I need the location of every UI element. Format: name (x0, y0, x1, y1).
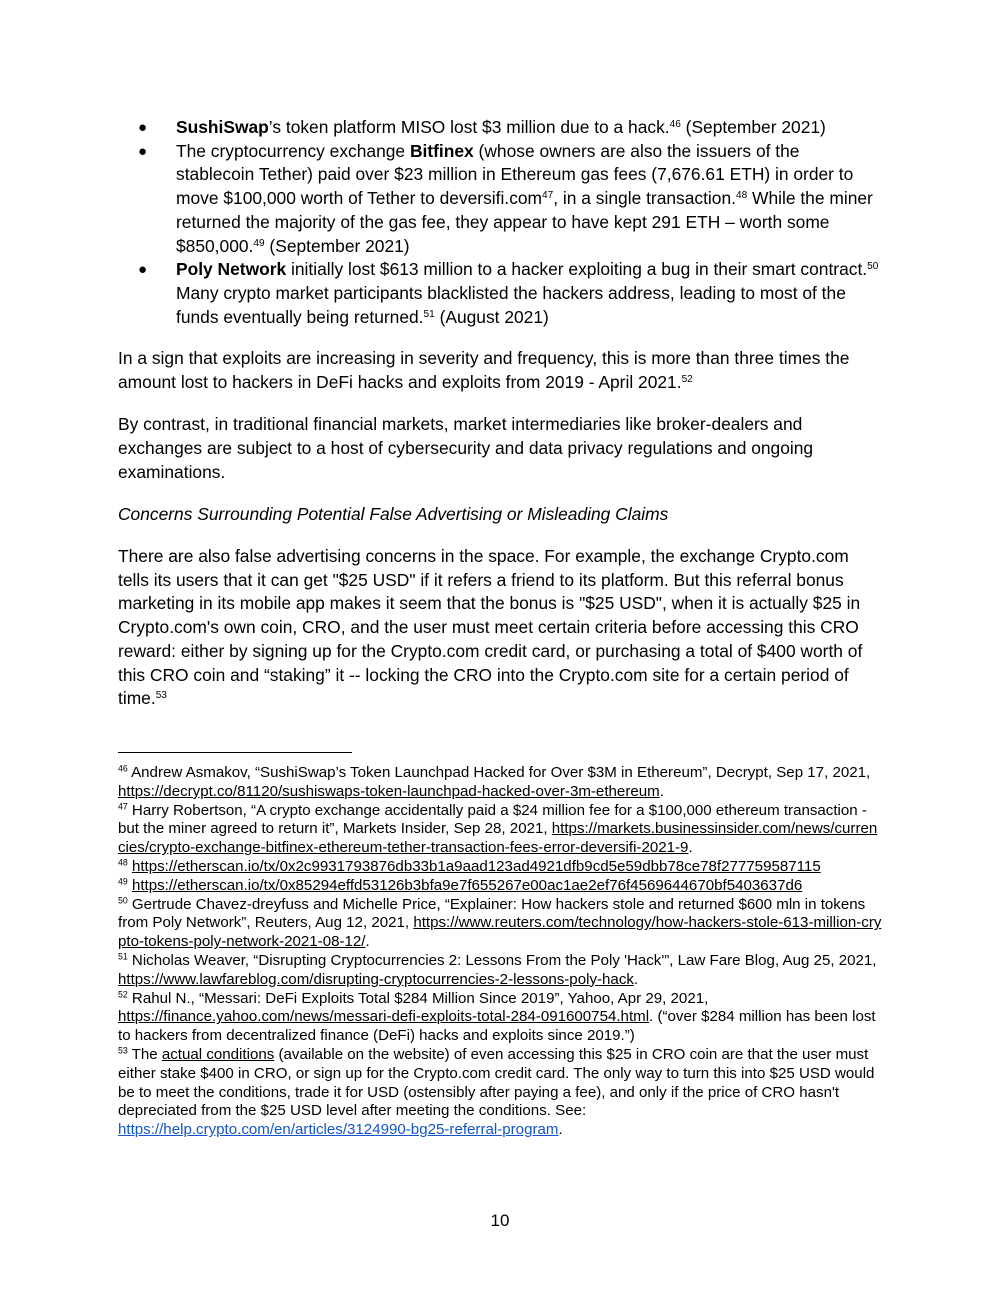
footnote (118, 896, 882, 952)
footnote (118, 858, 882, 877)
footnote-separator (118, 752, 352, 753)
bold-term: SushiSwap (176, 117, 269, 137)
text-run: (whose owners are also the issuers of the stablecoin Tether) paid over $23 million in Ethereum gas fees (7,676.61 ETH) in order to move $100,000 worth of Tether to deversifi.com (176, 140, 854, 209)
citation-link[interactable]: https://www.lawfareblog.com/disrupting-cryptocurrencies-2-lessons-poly-hack (118, 970, 634, 988)
footnote (118, 802, 882, 858)
citation-link[interactable]: https://www.reuters.com/technology/how-hackers-stole-613-million-crypto-tokens-poly-network-2021-08-12/ (118, 914, 882, 951)
text-run: . (558, 1121, 563, 1139)
text-run: . (365, 933, 370, 951)
paragraph (118, 413, 882, 484)
footnote-ref: 49 (118, 876, 128, 887)
paragraph (118, 503, 882, 527)
text-run: (August 2021) (434, 306, 549, 327)
footnote-ref: 51 (423, 308, 435, 320)
body-paragraphs (118, 347, 882, 711)
text-run: initially lost $613 million to a hacker exploiting a bug in their smart contract. (286, 259, 868, 280)
text-run: Gertrude Chavez-dreyfuss and Michelle Price, “Explainer: How hackers stole and returned $600 mln in tokens from Poly Network”, Reuters, Aug 12, 2021, (118, 895, 866, 932)
hack-incident-list (118, 116, 882, 329)
citation-link[interactable]: https://help.crypto.com/en/articles/3124990-bg25-referral-program (118, 1121, 559, 1139)
text-run: There are also false advertising concerns in the space. For example, the exchange Crypto.com tells its users that it can get "$25 USD" if it refers a friend to its platform. But this referral bonus marketing in its mobile app makes it seem that the bonus is "$25 USD", when it is actually $25 in Crypto.com's own coin, CRO, and the user must meet certain criteria before accessing this CRO reward: either by signing up for the Crypto.com credit card, or purchasing a total of $400 worth of this CRO coin and “staking” it -- locking the CRO into the Crypto.com site for a certain period of time. (118, 546, 863, 709)
footnote (118, 1046, 882, 1140)
citation-link[interactable]: https://etherscan.io/tx/0x2c9931793876db33b1a9aad123ad4921dfb9cd5e59dbb78ce78f277759587115 (131, 857, 821, 875)
document-body (118, 116, 882, 729)
text-run: The (127, 1045, 162, 1063)
bold-term: Poly Network (176, 259, 287, 280)
text-run: (September 2021) (680, 117, 826, 137)
text-run: Nicholas Weaver, “Disrupting Cryptocurrencies 2: Lessons From the Poly 'Hack'”, Law Fare Blog, Aug 25, 2021, (127, 951, 877, 969)
list-item (176, 258, 882, 329)
text-run: Many crypto market participants blacklisted the hackers address, leading to most of the funds eventually being returned. (176, 282, 846, 327)
list-item (176, 140, 882, 259)
paragraph (118, 545, 882, 711)
text-run: ’s token platform MISO lost $3 million due to a hack. (268, 117, 670, 137)
bold-term: Bitfinex (409, 140, 474, 161)
section-heading: Concerns Surrounding Potential False Advertising or Misleading Claims (118, 503, 669, 524)
footnotes (118, 764, 882, 1140)
list-item (176, 116, 882, 140)
footnote (118, 990, 882, 1046)
footnote-ref: 53 (118, 1045, 128, 1056)
citation-link[interactable]: https://finance.yahoo.com/news/messari-defi-exploits-total-284-091600754.html (118, 1008, 650, 1026)
text-run: . (688, 839, 693, 857)
text-run: . (“over $284 million has been lost to hackers from decentralized finance (DeFi) hacks and exploits since 2019.”) (118, 1008, 876, 1045)
paragraph (118, 347, 882, 394)
footnote (118, 877, 882, 896)
text-run: . (659, 782, 664, 800)
footnote-ref: 46 (118, 763, 128, 774)
footnote-ref: 52 (681, 373, 693, 385)
footnote-ref: 48 (735, 189, 748, 201)
text-run: In a sign that exploits are increasing in severity and frequency, this is more than three times the amount lost to hackers in DeFi hacks and exploits from 2019 - April 2021. (118, 348, 850, 393)
footnote (118, 764, 882, 802)
text-run: Andrew Asmakov, “SushiSwap’s Token Launchpad Hacked for Over $3M in Ethereum”, Decrypt, Sep 17, 2021, (127, 764, 871, 781)
footnote-ref: 48 (118, 857, 128, 868)
citation-link[interactable]: https://etherscan.io/tx/0x85294effd53126b3bfa9e7f655267e00ac1ae2ef76f4569644670bf5403637d6 (131, 876, 803, 894)
citation-link[interactable]: https://markets.businessinsider.com/news/currencies/crypto-exchange-bitfinex-ethereum-tether-transaction-fees-error-deversifi-2021-9 (118, 820, 878, 857)
footnote-ref: 53 (155, 690, 167, 702)
page-number: 10 (490, 1211, 510, 1230)
citation-link[interactable]: actual conditions (161, 1045, 275, 1063)
footnote-ref: 47 (118, 801, 128, 812)
text-run: . (633, 970, 639, 988)
text-run: (September 2021) (264, 235, 410, 256)
text-run: , in a single transaction. (553, 188, 736, 209)
text-run: By contrast, in traditional financial markets, market intermediaries like broker-dealers and exchanges are subject to a host of cybersecurity and data privacy regulations and ongoing examinations. (118, 414, 814, 482)
text-run: Harry Robertson, “A crypto exchange accidentally paid a $24 million fee for a $100,000 ethereum transaction - but the miner agreed to return it”, Markets Insider, Sep 28, 2021, (118, 801, 867, 838)
footnote-ref: 50 (118, 895, 128, 906)
text-run: (available on the website) of even accessing this $25 in CRO coin are that the user must either stake $400 in CRO, or sign up for the Crypto.com credit card. The only way to turn this into $25 USD would be to meet the conditions, trade it for USD (ostensibly after paying a fee), and only if the price of CRO hasn't depreciated from the $25 USD level after meeting the conditions. See: (118, 1045, 875, 1120)
footnote-ref: 49 (253, 237, 265, 249)
text-run: Rahul N., “Messari: DeFi Exploits Total $284 Million Since 2019”, Yahoo, Apr 29, 2021, (127, 989, 709, 1007)
footnote (118, 952, 882, 990)
footnote-ref: 46 (669, 118, 681, 130)
footnote-ref: 52 (118, 989, 128, 1000)
footnote-ref: 51 (118, 951, 128, 962)
text-run: The cryptocurrency exchange (176, 140, 410, 161)
footnote-ref: 47 (542, 189, 554, 201)
text-run: While the miner returned the majority of the gas fee, they appear to have kept 291 ETH – worth some $850,000. (176, 188, 873, 256)
citation-link[interactable]: https://decrypt.co/81120/sushiswaps-token-launchpad-hacked-over-3m-ethereum (118, 782, 660, 800)
footnote-ref: 50 (867, 260, 879, 272)
